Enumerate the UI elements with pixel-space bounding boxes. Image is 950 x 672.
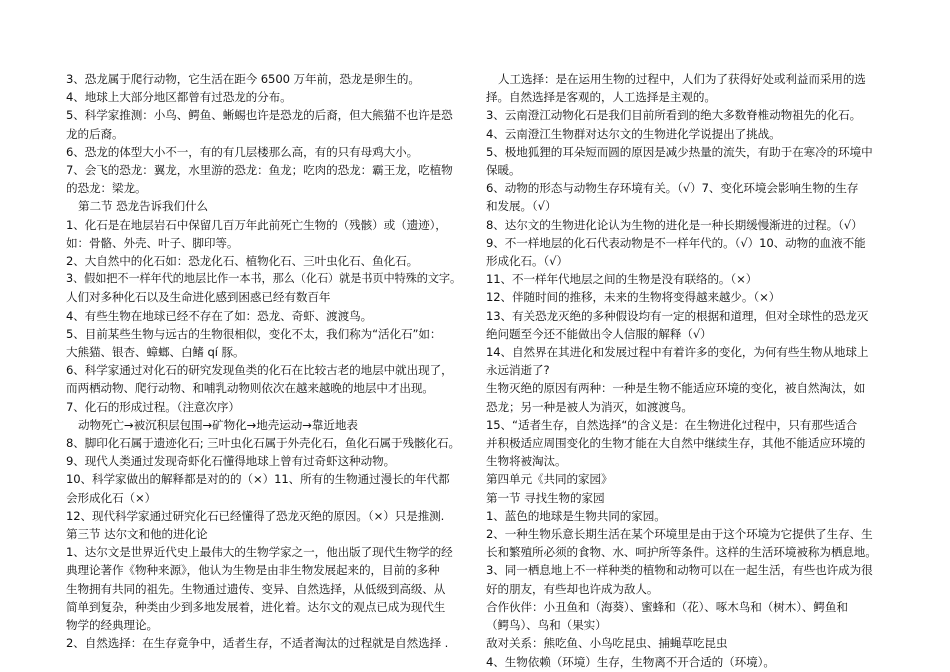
text-line: 生物将被淘汰。 [486, 454, 567, 469]
text-line: 4、有些生物在地球已经不存在了如：恐龙、奇虾、渡渡鸟。 [66, 308, 373, 323]
text-line: 12、现代科学家通过研究化石已经懂得了恐龙灭绝的原因。（×）只是推测. [66, 508, 445, 523]
text-line: 简单到复杂，种类由少到多地发展着，进化着。达尔文的观点已成为现代生 [66, 599, 446, 614]
text-line: 9、现代人类通过发现奇虾化石懂得地球上曾有过奇虾这种动物。 [66, 454, 396, 469]
text-line: 4、地球上大部分地区都曾有过恐龙的分布。 [66, 90, 292, 105]
text-line: 大熊猫、银杏、蟑螂、白鳍 qí 豚。 [66, 345, 245, 360]
text-line: 2、自然选择：在生存竟争中，适者生存，不适者淘汰的过程就是自然选择 . [66, 636, 449, 651]
text-line: 4、云南澄江生物群对达尔文的生物进化学说提出了挑战。 [486, 126, 781, 141]
text-line: 合作伙伴：小丑鱼和（海葵）、蜜蜂和（花）、啄木鸟和（树木）、鳄鱼和 [486, 599, 848, 614]
text-line: 12、伴随时间的推移，未来的生物将变得越来越少。（×） [486, 290, 781, 305]
text-line: 3、同一栖息地上不一样种类的植物和动物可以在一起生活，有些也许成为很 [486, 563, 873, 578]
text-line: 1、达尔文是世界近代史上最伟大的生物学家之一，他出版了现代生物学的经 [66, 545, 453, 560]
text-line: 2、大自然中的化石如：恐龙化石、植物化石、三叶虫化石、鱼化石。 [66, 254, 419, 269]
text-line: 恐龙；另一种是被人为消灭，如渡渡鸟。 [486, 399, 693, 414]
text-line: 物学的经典理论。 [66, 618, 158, 633]
section-heading: 第三节 达尔文和他的进化论 [66, 527, 208, 542]
text-line: 好的朋友，有些却也许成为敌人。 [486, 581, 659, 596]
text-line: 1、化石是在地层岩石中保留几百万年此前死亡生物的（残骸）或（遗迹）， [66, 217, 447, 232]
text-line: 生物拥有共同的祖先。生物通过遗传、变异、自然选择，从低级到高级、从 [66, 581, 446, 596]
text-line: 永远消逝了? [486, 363, 550, 378]
text-line: 人们对多种化石以及生命进化感到困惑已经有数百年 [66, 290, 331, 305]
text-line: 长和繁殖所必须的食物、水、呵护所等条件。这样的生活环境被称为栖息地。 [486, 545, 877, 560]
text-line: 6、动物的形态与动物生存环境有关。（√）7、变化环境会影响生物的生存 [486, 181, 859, 196]
text-line: 和发展。（√） [486, 199, 557, 214]
text-line: 8、脚印化石属于遗迹化石; 三叶虫化石属于外壳化石，鱼化石属于残骸化石。 [66, 436, 460, 451]
text-line: 5、目前某些生物与远古的生物很相似，变化不太，我们称为“活化石”如： [66, 326, 442, 341]
text-line: 6、恐龙的体型大小不一，有的有几层楼那么高，有的只有母鸡大小。 [66, 144, 419, 159]
right-column [486, 70, 896, 671]
section-heading: 第二节 恐龙告诉我们什么 [78, 199, 209, 214]
text-line: 动物死亡→被沉积层包围→矿物化→地壳运动→靠近地表 [78, 417, 358, 432]
text-line: 择。自然选择是客观的，人工选择是主观的。 [486, 90, 716, 105]
text-line: 15、“适者生存，自然选择“的含义是：在生物进化过程中，只有那些适合 [486, 417, 858, 432]
text-line: 6、科学家通过对化石的研究发现鱼类的化石在比较古老的地层中就出现了， [66, 363, 453, 378]
text-line: 形成化石。（√） [486, 254, 568, 269]
text-line: 的恐龙：梁龙。 [66, 181, 147, 196]
text-line: 8、达尔文的生物进化论认为生物的进化是一种长期缓慢渐进的过程。（√） [486, 217, 863, 232]
text-line: 11、不一样年代地层之间的生物是没有联络的。（×） [486, 272, 758, 287]
text-line: 14、自然界在其进化和发展过程中有着许多的变化，为何有些生物从地球上 [486, 345, 869, 360]
text-line: 保暖。 [486, 163, 521, 178]
text-line: 敌对关系：熊吃鱼、小鸟吃昆虫、捕蝇草吃昆虫 [486, 636, 728, 651]
text-line: 而两栖动物、爬行动物、和哺乳动物则依次在越来越晚的地层中才出现。 [66, 381, 434, 396]
text-line: 龙的后裔。 [66, 126, 124, 141]
text-line: 并积极适应周围变化的生物才能在大自然中继续生存，其他不能适应环境的 [486, 436, 866, 451]
text-line: 如：骨骼、外壳、叶子、脚印等。 [66, 235, 239, 250]
text-line: 7、会飞的恐龙：翼龙，水里游的恐龙：鱼龙；吃肉的恐龙：霸王龙，吃植物 [66, 163, 453, 178]
section-heading: 第一节 寻找生物的家园 [486, 490, 605, 505]
text-line: 绝问题至今还不能做出令人信服的解释（√） [486, 326, 712, 341]
text-line: 2、一种生物乐意长期生活在某个环境里是由于这个环境为它提供了生存、生 [486, 527, 873, 542]
text-line: 典理论著作《物种来源》，他认为生物是由非生物发展起来的，目前的多种 [66, 563, 440, 578]
text-line: 3、云南澄江动物化石是我们目前所看到的绝大多数脊椎动物祖先的化石。 [486, 108, 862, 123]
text-line: 5、极地狐狸的耳朵短而圆的原因是减少热量的流失，有助于在寒冷的环境中 [486, 144, 873, 159]
text-line: 3、假如把不一样年代的地层比作一本书，那么（化石）就是书页中特殊的文字。 [66, 272, 462, 286]
text-line: 人工选择：是在运用生物的过程中，人们为了获得好处或利益而采用的选 [498, 72, 866, 86]
text-line: 10、科学家做出的解释都是对的的（×）11、所有的生物通过漫长的年代都 [66, 472, 450, 487]
unit-heading: 第四单元《共同的家园》 [486, 472, 613, 487]
text-line: 5、科学家推测：小鸟、鳄鱼、蜥蜴也许是恐龙的后裔，但大熊猫不也许是恐 [66, 108, 453, 123]
text-line: 1、蓝色的地球是生物共同的家园。 [486, 508, 666, 523]
text-line: 3、恐龙属于爬行动物，它生活在距今 6500 万年前，恐龙是卵生的。 [66, 72, 420, 86]
left-column [66, 70, 466, 653]
text-line: 会形成化石（×） [66, 490, 157, 505]
text-line: 生物灭绝的原因有两种：一种是生物不能适应环境的变化，被自然淘汰，如 [486, 381, 866, 396]
text-line: 9、不一样地层的化石代表动物是不一样年代的。（√）10、动物的血液不能 [486, 235, 866, 250]
text-line: 7、化石的形成过程。（注意次序） [66, 399, 240, 414]
text-line: （鳄鸟）、鸟和（果实） [486, 618, 607, 633]
text-line: 4、生物依赖（环境）生存，生物离不开合适的（环境）。 [486, 654, 775, 669]
text-line: 13、有关恐龙灭绝的多种假设均有一定的根据和道理，但对全球性的恐龙灭 [486, 308, 869, 323]
